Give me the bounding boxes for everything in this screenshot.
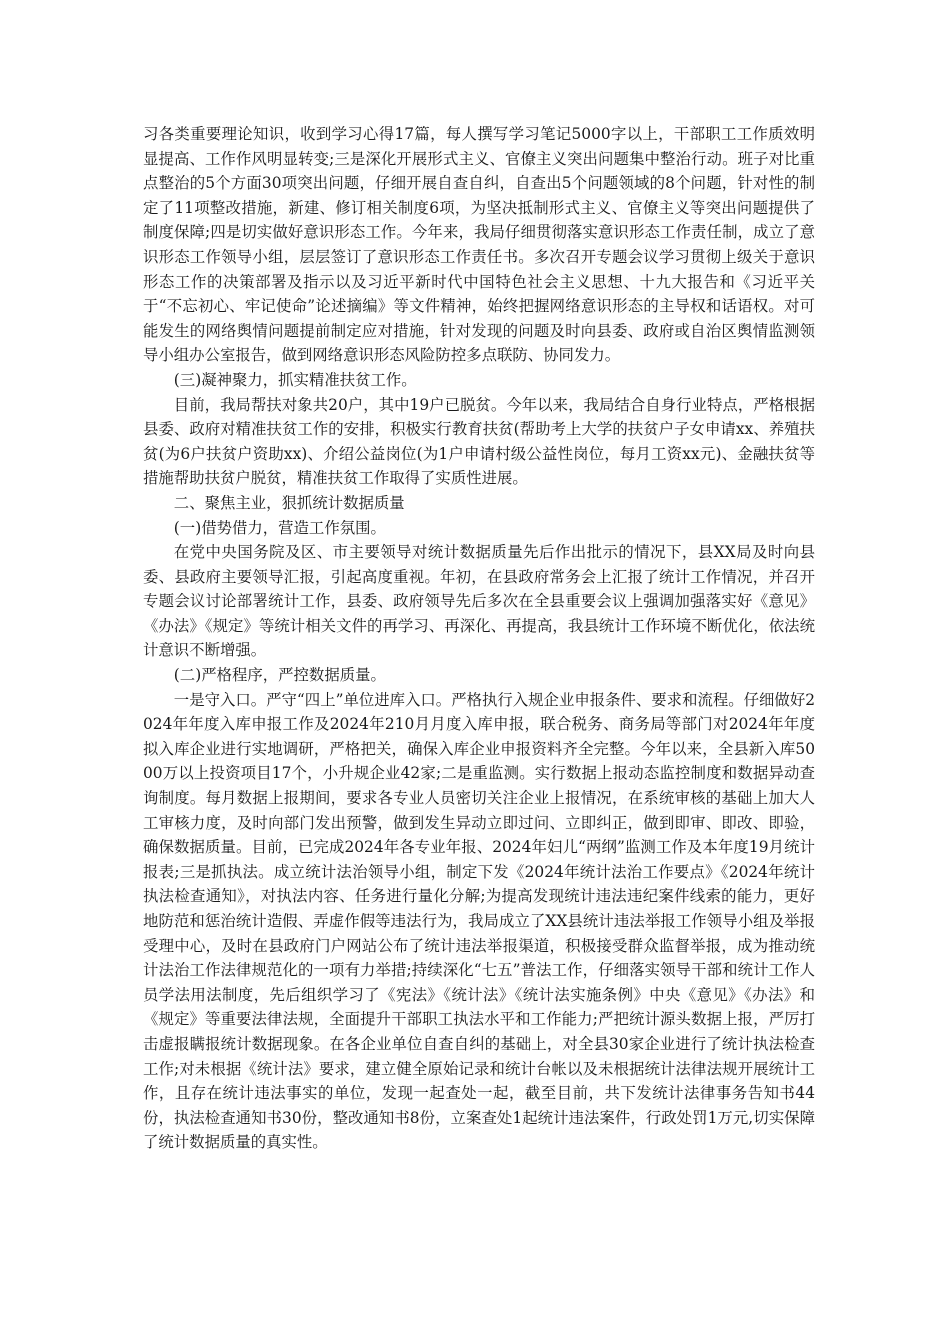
- paragraph-work-atmosphere: 在党中央国务院及区、市主要领导对统计数据质量先后作出批示的情况下，县XX局及时向县委、县政府主要领导汇报，引起高度重视。年初，在县政府常务会上汇报了统计工作情况，并召开专题会议讨论部署统计工作，县委、政府领导先后多次在全县重要会议上强调加强落实好《意见》《办法》《规定》等统计相关文件的再学习、再深化、再提高，我县统计工作环境不断优化，依法统计意识不断增强。: [143, 543, 815, 660]
- heading-poverty-alleviation: (三)凝神聚力，抓实精准扶贫工作。: [173, 370, 417, 389]
- paragraph-poverty-alleviation: 目前，我局帮扶对象共20户，其中19户已脱贫。今年以来，我局结合自身行业特点，严格根据县委、政府对精准扶贫工作的安排，积极实行教育扶贫(帮助考上大学的扶贫户子女申请xx、养殖扶贫(为6户扶贫户资助xx)、介绍公益岗位(为1户申请村级公益性岗位，每月工资xx元)、金融扶贫等措施帮助扶贫户脱贫，精准扶贫工作取得了实质性进展。: [143, 395, 815, 488]
- heading-statistics-quality: 二、聚焦主业，狠抓统计数据质量: [173, 493, 405, 512]
- paragraph-ideology-work: 习各类重要理论知识，收到学习心得17篇，每人撰写学习笔记5000字以上，干部职工工作质效明显提高、工作作风明显转变;三是深化开展形式主义、官僚主义突出问题集中整治行动。班子对比重点整治的5个方面30项突出问题，仔细开展自查自纠，自查出5个问题领域的8个问题，针对性的制定了11项整改措施，新建、修订相关制度6项，为坚决抵制形式主义、官僚主义等突出问题提供了制度保障;四是切实做好意识形态工作。今年来，我局仔细贯彻落实意识形态工作责任制，成立了意识形态工作领导小组，层层签订了意识形态工作责任书。多次召开专题会议学习贯彻上级关于意识形态工作的决策部署及指示以及习近平新时代中国特色社会主义思想、十九大报告和《习近平关于“不忘初心、牢记使命”论述摘编》等文件精神，始终把握网络意识形态的主导权和话语权。对可能发生的网络舆情问题提前制定应对措施，针对发现的问题及时向县委、政府或自治区舆情监测领导小组办公室报告，做到网络意识形态风险防控多点联防、协同发力。: [143, 125, 815, 365]
- heading-data-quality: (二)严格程序，严控数据质量。: [173, 666, 386, 685]
- paragraph-data-quality: 一是守入口。严守“四上”单位进库入口。严格执行入规企业申报条件、要求和流程。仔细做好2024年年度入库申报工作及2024年210月月度入库申报，联合税务、商务局等部门对2024年年度拟入库企业进行实地调研，严格把关，确保入库企业申报资料齐全完整。今年以来，全县新入库5000万以上投资项目17个，小升规企业42家;二是重监测。实行数据上报动态监控制度和数据异动查询制度。每月数据上报期间，要求各专业人员密切关注企业上报情况，在系统审核的基础上加大人工审核力度，及时向部门发出预警，做到发生异动立即过问、立即纠正，做到即审、即改、即验，确保数据质量。目前，已完成2024年各专业年报、2024年妇儿“两纲”监测工作及本年度19月统计报表;三是抓执法。成立统计法治领导小组，制定下发《2024年统计法治工作要点》《2024年统计执法检查通知》，对执法内容、任务进行量化分解;为提高发现统计违法违纪案件线索的能力，更好地防范和惩治统计造假、弄虚作假等违法行为，我局成立了XX县统计违法举报工作领导小组及举报受理中心，及时在县政府门户网站公布了统计违法举报渠道，积极接受群众监督举报，成为推动统计法治工作法律规范化的一项有力举措;持续深化“七五”普法工作，仔细落实领导干部和统计工作人员学法用法制度，先后组织学习了《宪法》《统计法》《统计法实施条例》中央《意见》《办法》和《规定》等重要法律法规，全面提升干部职工执法水平和工作能力;严把统计源头数据上报，严厉打击虚报瞒报统计数据现象。在各企业单位自查自纠的基础上，对全县30家企业进行了统计执法检查工作;对未根据《统计法》要求，建立健全原始记录和统计台帐以及未根据统计法律法规开展统计工作，且存在统计违法事实的单位，发现一起查处一起，截至目前，共下发统计法律事务告知书44份，执法检查通知书30份，整改通知书8份，立案查处1起统计违法案件，行政处罚1万元,切实保障了统计数据质量的真实性。: [143, 690, 815, 1152]
- heading-work-atmosphere: (一)借势借力，营造工作氛围。: [173, 518, 386, 537]
- document-body: [143, 122, 815, 1155]
